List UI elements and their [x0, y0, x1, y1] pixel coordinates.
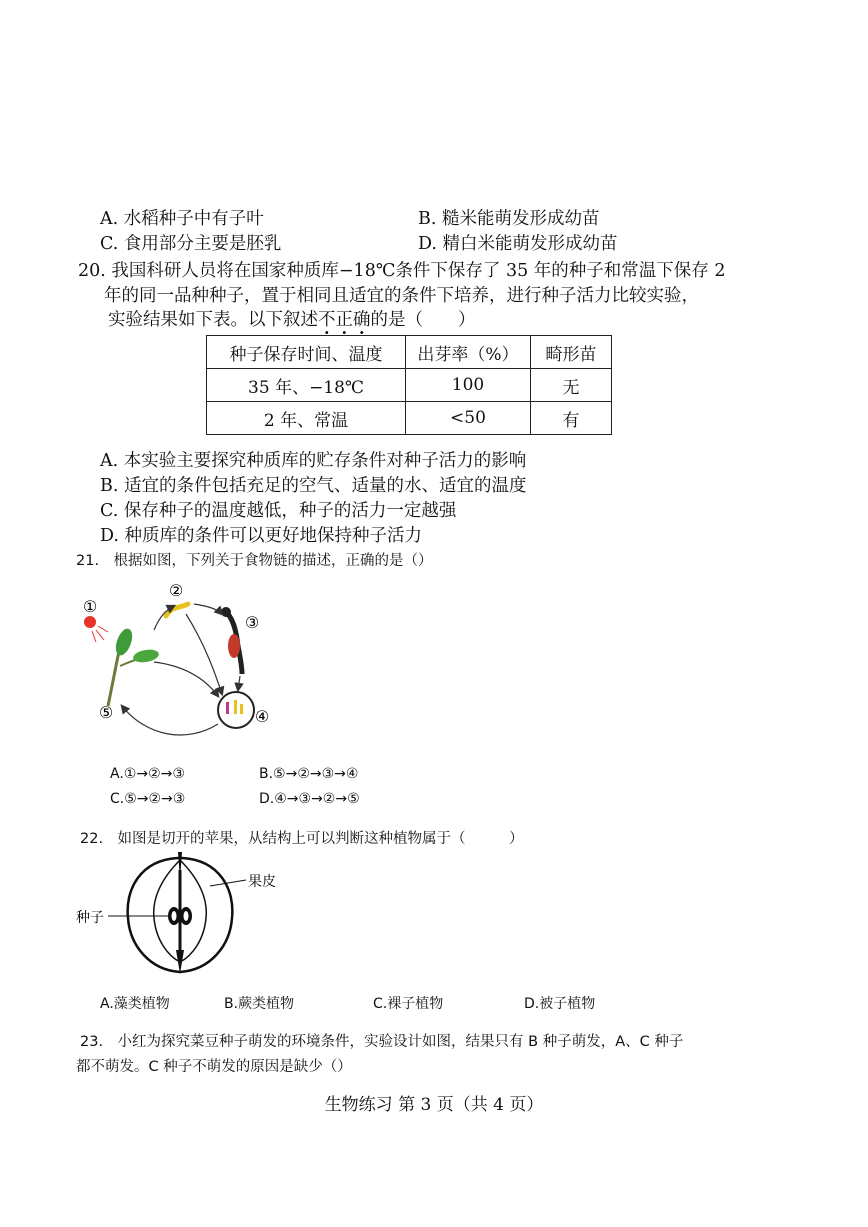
- table-cell: 无: [531, 369, 612, 402]
- q22-option-d: D.被子植物: [524, 996, 596, 1012]
- q20-option-d: D. 种质库的条件可以更好地保持种子活力: [100, 526, 423, 546]
- table-cell: 100: [406, 369, 531, 402]
- label-seed: 种子: [76, 910, 104, 926]
- label-1: ①: [82, 597, 98, 616]
- q20-stem-line3: 实验结果如下表。以下叙述不正确的是（ ）: [108, 310, 476, 330]
- q19-option-a: A. 水稻种子中有子叶: [100, 209, 264, 229]
- q20-stem-line2: 年的同一品种种子，置于相同且适宜的条件下培养，进行种子活力比较实验，: [104, 286, 699, 306]
- label-4: ④: [254, 707, 270, 726]
- food-chain-diagram: [76, 576, 286, 746]
- q23-stem-line1: 23. 小红为探究菜豆种子萌发的环境条件，实验设计如图，结果只有 B 种子萌发，A、C 种子: [80, 1034, 684, 1050]
- table-header-row: [207, 336, 612, 369]
- q21-option-c: C.⑤→②→③: [110, 791, 186, 807]
- table-row: [207, 402, 612, 435]
- q22-option-b: B.蕨类植物: [224, 996, 295, 1012]
- table-row: [207, 369, 612, 402]
- q20-option-c: C. 保存种子的温度越低，种子的活力一定越强: [100, 501, 457, 521]
- q21-option-d: D.④→③→②→⑤: [259, 791, 360, 807]
- label-peel: 果皮: [248, 874, 276, 890]
- q22-option-c: C.裸子植物: [373, 996, 444, 1012]
- q21-option-b: B.⑤→②→③→④: [259, 766, 359, 782]
- label-2: ②: [168, 581, 184, 600]
- apple-icon: [128, 852, 233, 974]
- q20-stem-line1: 20. 我国科研人员将在国家种质库−18℃条件下保存了 35 年的种子和常温下保存 2: [78, 261, 726, 281]
- table-cell: 35 年、−18℃: [207, 369, 406, 402]
- q22-stem: 22. 如图是切开的苹果，从结构上可以判断这种植物属于（ ）: [80, 831, 524, 847]
- q21-option-a: A.①→②→③: [110, 766, 185, 782]
- apple-diagram: [70, 850, 320, 980]
- q20-option-a: A. 本实验主要探究种质库的贮存条件对种子活力的影响: [100, 451, 527, 471]
- table-header: 出芽率（%）: [406, 336, 531, 369]
- caterpillar-icon: [166, 604, 188, 616]
- q21-stem: 21. 根据如图，下列关于食物链的描述，正确的是（）: [76, 553, 433, 569]
- table-header: 畸形苗: [531, 336, 612, 369]
- table-cell: 2 年、常温: [207, 402, 406, 435]
- leader-line-peel: [210, 880, 246, 886]
- table-cell: <50: [406, 402, 531, 435]
- table-header: 种子保存时间、温度: [207, 336, 406, 369]
- table-cell: 有: [531, 402, 612, 435]
- q19-option-b: B. 糙米能萌发形成幼苗: [418, 209, 600, 229]
- seed-experiment-table: [206, 335, 612, 435]
- page-footer: 生物练习 第 3 页（共 4 页）: [324, 1095, 544, 1115]
- plant-icon: [108, 626, 160, 706]
- q19-option-c: C. 食用部分主要是胚乳: [100, 234, 282, 254]
- bird-icon: [221, 607, 242, 674]
- emphasis-char: 不: [318, 310, 336, 330]
- decomposer-icon: [218, 692, 254, 728]
- label-5: ⑤: [98, 703, 114, 722]
- q20-option-b: B. 适宜的条件包括充足的空气、适量的水、适宜的温度: [100, 476, 527, 496]
- q19-option-d: D. 精白米能萌发形成幼苗: [418, 234, 618, 254]
- emphasis-char: 确: [353, 310, 371, 330]
- emphasis-char: 正: [335, 310, 353, 330]
- q23-stem-line2: 都不萌发。C 种子不萌发的原因是缺少（）: [76, 1059, 352, 1075]
- label-3: ③: [244, 613, 260, 632]
- sun-icon: [84, 616, 108, 642]
- q22-option-a: A.藻类植物: [100, 996, 170, 1012]
